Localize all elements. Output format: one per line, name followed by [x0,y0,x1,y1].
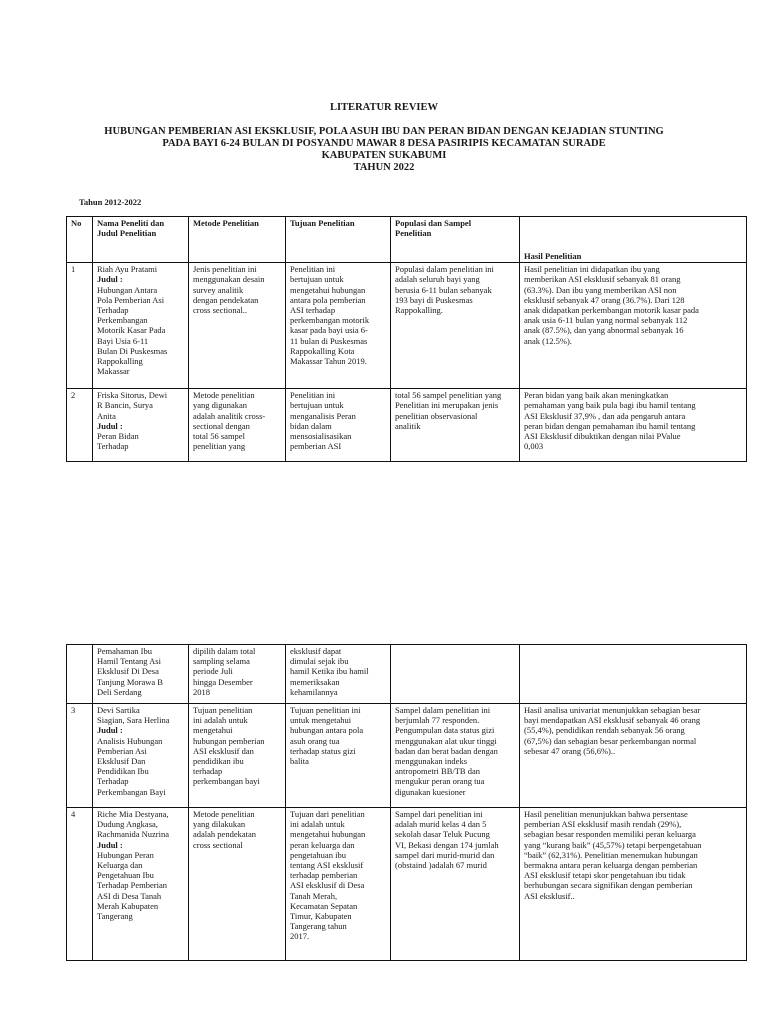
cell-line: perkembangan bayi [193,776,260,787]
cell-line: bermakna antara peran keluarga dengan pemberian [524,860,698,871]
cell-line: mengetahui [193,725,233,736]
cell-metode [189,645,286,704]
cell-tujuan [286,389,391,462]
cell-line: balita [290,756,309,767]
cell-line: ASI eksklusif di Desa [290,880,365,891]
cell-line: Rappokalling Kota [290,345,355,356]
cell-line: asuh orang tua [290,735,340,746]
cell-line: Perkembangan [97,315,148,326]
cell-line: menggunakan alat ukur tinggi [395,735,497,746]
cell-line: memeriksakan [290,676,340,687]
judul-label: Judul : [97,420,123,431]
cell-line: (55,4%), pendidikan rendah sebanyak 56 orang [524,725,685,736]
cell-line: sebesar 47 orang (56,6%).. [524,745,616,756]
cell-nama [93,704,189,808]
cell-line: “baik” (62,31%). Penelitian menemukan hubungan [524,849,698,860]
cell-line: Sampel dari penelitian ini [395,809,483,819]
cell-line: eksklusif dapat [290,646,342,656]
judul-label: Judul : [97,725,123,736]
cell-line: adalah murid kelas 4 dan 5 [395,819,487,830]
cell-line: terhadap [193,766,223,777]
cell-line: Friska Sitorus, Dewi [97,390,168,401]
cell-line: untuk mengetahui [290,715,352,726]
header-tujuan: Tujuan Penelitian [286,217,391,263]
cell-line: bayi mendapatkan ASI eksklusif sebanyak 46 orang [524,715,701,726]
cell-line: hamil Ketika ibu hamil [290,666,369,677]
cell-line: Eksklusif Di Desa [97,666,159,677]
cell-line: total 56 sampel [193,431,245,442]
header-nama [93,217,189,263]
cell-line: (63.3%). Dan ibu yang memberikan ASI non [524,284,677,295]
cell-line: anak (12.5%). [524,335,572,346]
cell-line: Riche Mia Destyana, [97,809,169,819]
cell-line: Tangerang [97,911,133,922]
cell-line: adalah analitik cross- [193,410,266,421]
header-nama-line: Judul Penelitian [97,228,157,239]
cell-line: Eksklusif Dan [97,756,146,767]
cell-line: Sampel dalam penelitian ini [395,705,491,715]
cell-line: ASI eksklusif dan [193,745,254,756]
table-row [67,263,747,389]
cell-line [97,274,184,284]
cell-line: sectional dengan [193,420,250,431]
cell-line: Pemberian Asi [97,745,147,756]
cell-line: Hasil analisa univariat menunjukkan sebagian besar [524,705,701,715]
cell-line: Rappokalling [97,356,143,367]
cell-line: digunakan kuesioner [395,786,466,797]
cell-line: Jenis penelitian ini [193,264,257,275]
cell-line: Bayi Usia 6-11 [97,335,149,346]
cell-line: badan dan berat badan dengan [395,745,498,756]
cell-line: Metode penelitian [193,809,255,819]
table-header-row [67,217,747,263]
table-row [67,645,747,704]
cell-line: Populasi dalam penelitian ini [395,264,494,275]
cell-line: sampling selama [193,656,250,667]
cell-hasil [520,263,747,389]
cell-line: Riah Ayu Pratami [97,264,158,275]
table-row [67,808,747,961]
cell-metode [189,389,286,462]
cell-populasi [391,645,520,704]
cell-line: Pendidikan Ibu [97,766,149,777]
cell-hasil [520,645,747,704]
cell-populasi [391,263,520,389]
cell-hasil [520,808,747,961]
cell-nama [93,808,189,961]
cell-line: anak (87.5%), dan yang abnormal sebanyak 16 [524,325,684,336]
cell-line: Tujuan dari penelitian [290,809,365,819]
cell-line: (obstaind )adalah 67 murid [395,860,487,871]
cell-nama [93,389,189,462]
cell-line: Anita [97,410,116,421]
cell-line: ASI di Desa Tanah [97,890,162,901]
cell-line: eksklusif sebanyak 47 orang (36.7%). Dari 128 [524,294,685,305]
cell-line: penelitian yang [193,441,246,452]
literature-table-page2 [66,644,747,961]
cell-line: cross sectional [193,839,243,850]
cell-no: 1 [67,263,93,389]
header-nama-line: Nama Peneliti dan [97,218,165,228]
header-no: No [67,217,93,263]
cell-metode [189,704,286,808]
cell-line: mensosialisasikan [290,431,352,442]
cell-line: Analisis Hubungan [97,735,163,746]
cell-line: Tujuan penelitian ini [290,705,361,715]
cell-line: survey analitik [193,284,244,295]
cell-line: menggunakan desain [193,274,265,285]
cell-line: pendidikan ibu [193,756,244,767]
cell-line: Penelitian ini [290,264,336,275]
cell-no: 4 [67,808,93,961]
cell-line: Hamil Tentang Asi [97,656,161,667]
subtitle-line: TAHUN 2022 [353,162,415,173]
cell-line [97,840,184,850]
cell-line: Siagian, Sara Herlina [97,715,170,726]
cell-line: peran bidan dengan pemahaman ibu hamil tentang [524,420,696,431]
cell-populasi [391,389,520,462]
subtitle-line: HUBUNGAN PEMBERIAN ASI EKSKLUSIF, POLA ASUH IBU DAN PERAN BIDAN DENGAN KEJADIAN STUNTING [104,126,664,137]
cell-line: peran keluarga dan [290,839,355,850]
cell-line: berhubungan secara signifikan dengan pemberian [524,880,693,891]
cell-line: yang dilakukan [193,819,246,830]
cell-tujuan [286,263,391,389]
cell-line: Peran Bidan [97,431,139,442]
cell-line [97,725,184,735]
cell-line: ini adalah untuk [193,715,248,726]
table-row [67,704,747,808]
cell-line: kehamilannya [290,686,338,697]
cell-line: Keluarga dan [97,860,143,871]
cell-line: yang “kurang baik” (45,57%) tetapi berpengetahuan [524,839,702,850]
cell-line: Tangerang tahun [290,921,347,932]
cell-line: Pengumpulan data status gizi [395,725,495,736]
cell-line: Motorik Kasar Pada [97,325,166,336]
cell-line: menggunakan indeks [395,756,467,767]
cell-line: ASI Eksklusif 37,9% , dan ada pengaruh antara [524,410,686,421]
cell-line: 2018 [193,686,210,697]
cell-line: Penelitian ini merupakan jenis [395,400,499,411]
cell-line: mengukur peran orang tua [395,776,485,787]
cell-tujuan [286,645,391,704]
cell-line: Timur, Kabupaten [290,911,352,922]
cell-line: yang digunakan [193,400,248,411]
cell-line [97,421,184,431]
cell-tujuan [286,704,391,808]
table-row [67,389,747,462]
cell-line: adalah pendekatan [193,829,257,840]
cell-line: VI, Bekasi dengan 174 jumlah [395,839,499,850]
cell-line: ini adalah untuk [290,819,345,830]
cell-line: antara pola pemberian [290,294,366,305]
cell-line: Hubungan Peran [97,849,154,860]
cell-line: antropometri BB/TB dan [395,766,480,777]
cell-line: anak didapatkan perkembangan motorik kasar pada [524,305,699,316]
header-populasi [391,217,520,263]
cell-line: berjumlah 77 responden. [395,715,480,726]
document-subtitle [0,126,768,174]
cell-nama [93,645,189,704]
subtitle-line: PADA BAYI 6-24 BULAN DI POSYANDU MAWAR 8 DESA PASIRIPIS KECAMATAN SURADE [162,138,606,149]
cell-line: Tujuan penelitian [193,705,253,715]
cell-line: hubungan pemberian [193,735,265,746]
cell-populasi [391,704,520,808]
cell-populasi [391,808,520,961]
cell-line: terhadap status gizi [290,745,356,756]
cell-line: Pemahaman Ibu [97,646,152,656]
cell-line: dengan pendekatan [193,294,259,305]
cell-line: Tanah Merah, [290,890,338,901]
cell-line: Pola Pemberian Asi [97,294,165,305]
header-metode: Metode Penelitian [189,217,286,263]
cell-hasil [520,704,747,808]
cell-line: dimulai sejak ibu [290,656,349,667]
cell-line: 193 bayi di Puskesmas [395,294,473,305]
cell-line: tentang ASI eksklusif [290,860,364,871]
cell-line: Devi Sartika [97,705,140,715]
cell-line: total 56 sampel penelitian yang [395,390,502,401]
cell-line: Kecamatan Sepatan [290,900,358,911]
cell-line: mengetahui hubungan [290,829,366,840]
cell-line: (67,5%) dan sebagian besar perkembangan normal [524,735,697,746]
cell-line: 11 bulan di Puskesmas [290,335,368,346]
cell-line: Metode penelitian [193,390,255,401]
cell-line: bertujuan untuk [290,400,344,411]
cell-line: Terhadap [97,776,129,787]
judul-label: Judul : [97,274,123,285]
cell-line: Terhadap [97,441,129,452]
cell-line: perkembangan motorik [290,315,370,326]
cell-line: 2017. [290,931,310,942]
cell-line: penelitian observasional [395,410,478,421]
cell-line: terhadap pemberian [290,870,358,881]
cell-line: Deli Serdang [97,686,142,697]
cell-line: Bulan Di Puskesmas [97,345,168,356]
cell-line: pemahaman yang baik pula bagi ibu hamil tentang [524,400,696,411]
cell-line: kasar pada bayi usia 6- [290,325,368,336]
cell-line: adalah seluruh bayi yang [395,274,480,285]
cell-hasil [520,389,747,462]
cell-line: sekolah dasar Teluk Pucung [395,829,490,840]
cell-line: cross sectional.. [193,305,248,316]
cell-line: sampel dari murid-murid dan [395,849,495,860]
subtitle-line: KABUPATEN SUKABUMI [321,150,447,161]
cell-tujuan [286,808,391,961]
cell-line: mengetahui hubungan [290,284,366,295]
year-range-label: Tahun 2012-2022 [79,197,142,207]
cell-metode [189,263,286,389]
cell-line: memberikan ASI eksklusif sebanyak 81 orang [524,274,681,285]
cell-line: bertujuan untuk [290,274,344,285]
cell-line: Merah Kabupaten [97,900,159,911]
cell-line: dipilih dalam total [193,646,256,656]
header-populasi-line: Penelitian [395,228,432,239]
cell-line: ASI eksklusif.. [524,890,575,901]
cell-line: Penelitian ini [290,390,336,401]
cell-line: Perkembangan Bayi [97,786,166,797]
cell-line: R Bancin, Surya [97,400,153,411]
cell-line: Rachmanida Nuzrina [97,829,169,840]
cell-line: Dudung Angkasa, [97,819,158,830]
cell-no: 3 [67,704,93,808]
cell-line: pengetahuan ibu [290,849,346,860]
cell-line: pemberian ASI eksklusif masih rendah (29%), [524,819,682,830]
cell-line: Terhadap Pemberian [97,880,167,891]
cell-line: anak usia 6-11 bulan yang normal sebanyak 112 [524,315,688,326]
judul-label: Judul : [97,839,123,850]
document-title: LITERATUR REVIEW [329,102,439,113]
cell-line: hingga Desember [193,676,253,687]
cell-line: Peran bidan yang baik akan meningkatkan [524,390,669,401]
cell-line: Rappokalling. [395,305,443,316]
cell-line: Hasil penelitian ini didapatkan ibu yang [524,264,660,275]
header-hasil: Hasil Penelitian [520,217,747,263]
cell-line: 0,003 [524,441,544,452]
cell-line: hubungan antara pola [290,725,364,736]
cell-line: Terhadap [97,305,129,316]
cell-metode [189,808,286,961]
cell-line: ASI terhadap [290,305,336,316]
cell-no [67,645,93,704]
cell-line: Makassar Tahun 2019. [290,356,367,367]
cell-line: periode Juli [193,666,233,677]
header-populasi-line: Populasi dan Sampel [395,218,472,228]
cell-line: berusia 6-11 bulan sebanyak [395,284,492,295]
literature-table-page1 [66,216,747,462]
cell-line: Pengetahuan Ibu [97,870,154,881]
cell-line: menganalisis Peran [290,410,356,421]
cell-line: ASI eksklusif tetapi skor pengetahuan ibu tidak [524,870,686,881]
cell-line: bidan dalam [290,420,332,431]
cell-nama [93,263,189,389]
cell-line: sebagian besar responden memiliki peran keluarga [524,829,696,840]
cell-line: analitik [395,420,421,431]
cell-line: pemberian ASI [290,441,342,452]
cell-line: Hubungan Antara [97,284,158,295]
cell-line: ASI Eksklusif dibuktikan dengan nilai PValue [524,431,681,442]
cell-line: Tanjung Morawa B [97,676,163,687]
cell-line: Hasil penelitian menunjukkan bahwa persentase [524,809,688,819]
cell-line: Makassar [97,366,130,377]
cell-no: 2 [67,389,93,462]
